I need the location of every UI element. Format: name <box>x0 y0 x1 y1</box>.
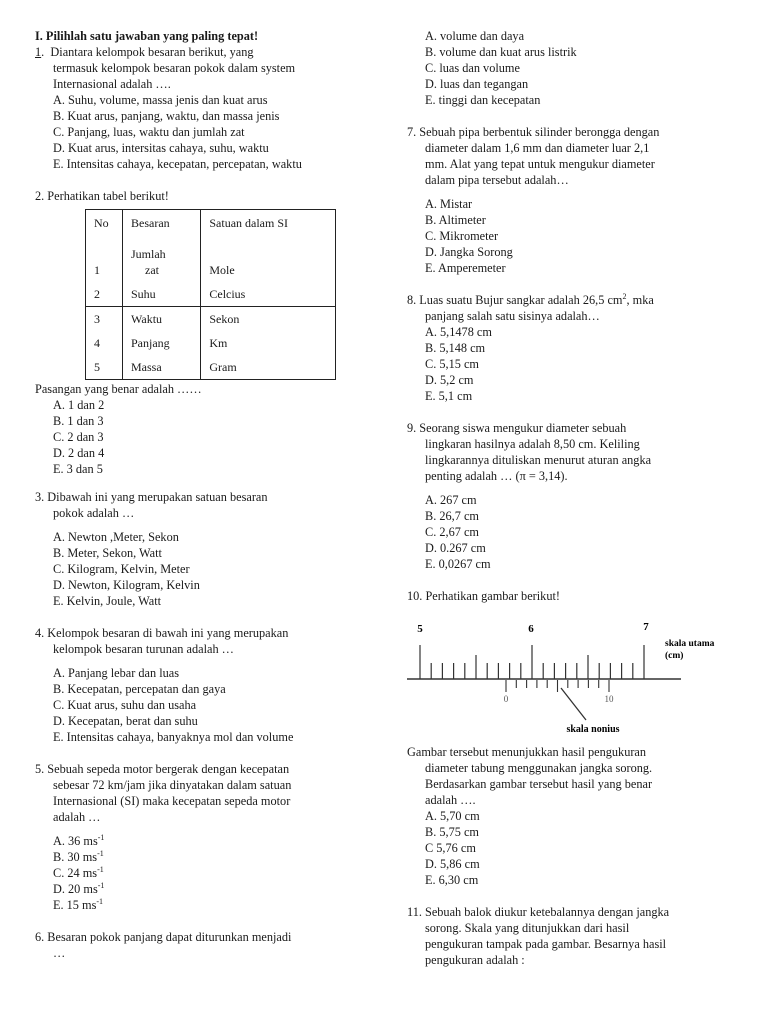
option-a[interactable]: A. 5,1478 cm <box>425 325 492 339</box>
option-e[interactable]: E. Kelvin, Joule, Watt <box>53 594 162 608</box>
table-cell: 1 <box>86 236 123 282</box>
question-stem: 10. Perhatikan gambar berikut! <box>407 589 560 603</box>
table-header: Satuan dalam SI <box>201 210 336 237</box>
question-stem: adalah …. <box>425 793 476 807</box>
option-d[interactable]: D. luas dan tegangan <box>425 77 529 91</box>
option-d[interactable]: D. 20 $ms^{-1}$ <box>53 880 105 896</box>
main-scale-title: (cm) <box>665 651 684 661</box>
option-c[interactable]: C. Mikrometer <box>425 229 499 243</box>
table-cell: Gram <box>201 355 336 380</box>
question-stem: 3. Dibawah ini yang merupakan satuan besaran <box>35 490 268 504</box>
question-stem: penting adalah … (π = 3,14). <box>425 469 568 483</box>
option-b[interactable]: B. Meter, Sekon, Watt <box>53 546 162 560</box>
option-a[interactable]: A. volume dan daya <box>425 29 525 43</box>
option-e[interactable]: E. 6,30 cm <box>425 873 479 887</box>
vernier-title: skala nonius <box>566 724 620 735</box>
question-stem: 6. Besaran pokok panjang dapat diturunkan menjadi <box>35 930 292 944</box>
question-stem: 9. Seorang siswa mengukur diameter sebuah <box>407 421 627 435</box>
option-e[interactable]: E. Intensitas cahaya, kecepatan, percepatan, waktu <box>53 157 302 171</box>
question-stem: pengukuran tampak pada gambar. Besarnya hasil <box>425 937 667 951</box>
option-b[interactable]: B. 30 $ms^{-1}$ <box>53 848 104 864</box>
question-stem: mm. Alat yang tepat untuk mengukur diameter <box>425 157 655 171</box>
table-cell: Suhu <box>131 287 156 301</box>
table-cell: Celcius <box>201 282 336 307</box>
option-a[interactable]: A. Newton ,Meter, Sekon <box>53 530 179 544</box>
question-stem: sebesar 72 km/jam jika dinyatakan dalam satuan <box>53 778 292 792</box>
option-c[interactable]: C. 24 $ms^{-1}$ <box>53 864 104 880</box>
question-stem: Gambar tersebut menunjukkan hasil pengukuran <box>407 745 647 759</box>
question-stem: … <box>53 946 66 960</box>
vernier-label: 10 <box>604 694 614 704</box>
option-a[interactable]: A. Panjang lebar dan luas <box>53 666 180 680</box>
option-e[interactable]: E. 5,1 cm <box>425 389 473 403</box>
option-c[interactable]: C. 2,67 cm <box>425 525 479 539</box>
question-stem: Diantara kelompok besaran berikut, yang <box>50 45 254 59</box>
si-table <box>85 209 336 380</box>
table-header: No <box>86 210 123 237</box>
option-a[interactable]: A. 1 dan 2 <box>53 398 105 412</box>
question-stem: diameter tabung menggunakan jangka sorong. <box>425 761 653 775</box>
question-1: 1. Diantara kelompok besaran berikut, yang termasuk kelompok besaran pokok dalam system Internasional adalah …. A. Suhu, volume, massa jenis dan kuat arus B. Kuat arus, panjang, waktu, dan massa jenis C. Panjang, luas, waktu dan jumlah zat D. Kuat arus, intersitas cahaya, suhu, waktu E. Intensitas cahaya, kecepatan, percepatan, waktu <box>35 44 365 172</box>
question-stem: 8. Luas suatu Bujur sangkar adalah 26,5 $cm^2$, mka <box>407 291 654 307</box>
question-stem: Internasional adalah …. <box>53 77 171 91</box>
question-stem: termasuk kelompok besaran pokok dalam system <box>53 61 296 75</box>
option-b[interactable]: B. 1 dan 3 <box>53 414 104 428</box>
pointer-arrow <box>561 688 586 720</box>
question-6-options <box>407 28 737 108</box>
question-3 <box>35 489 365 609</box>
question-stem: lingkaran hasilnya adalah 8,50 cm. Keliling <box>425 437 640 451</box>
option-e[interactable]: E. 15 $ms^{-1}$ <box>53 896 104 912</box>
main-scale-title: skala utama <box>665 639 715 649</box>
option-e[interactable]: E. Intensitas cahaya, banyaknya mol dan volume <box>53 730 294 744</box>
main-scale-label: 5 <box>417 623 423 635</box>
table-cell: Panjang <box>131 336 170 350</box>
table-cell: 2 <box>86 282 123 307</box>
question-stem: Berdasarkan gambar tersebut hasil yang benar <box>425 777 653 791</box>
option-e[interactable]: E. 3 dan 5 <box>53 462 103 476</box>
question-stem: Pasangan yang benar adalah …… <box>35 382 202 396</box>
table-header: Besaran <box>131 216 170 230</box>
table-cell: Massa <box>131 360 162 374</box>
option-c[interactable]: C. Kuat arus, suhu dan usaha <box>53 698 197 712</box>
option-d[interactable]: D. 2 dan 4 <box>53 446 105 460</box>
option-b[interactable]: B. 5,75 cm <box>425 825 479 839</box>
question-stem: adalah … <box>53 810 101 824</box>
option-b[interactable]: B. Altimeter <box>425 213 486 227</box>
option-d[interactable]: D. Jangka Sorong <box>425 245 513 259</box>
main-scale-label: 7 <box>643 621 649 633</box>
question-7 <box>407 124 737 276</box>
table-cell: 5 <box>86 355 123 380</box>
option-c[interactable]: C. Panjang, luas, waktu dan jumlah zat <box>53 125 245 139</box>
option-e[interactable]: E. Amperemeter <box>425 261 506 275</box>
table-cell: 4 <box>86 331 123 355</box>
question-11 <box>407 904 737 968</box>
option-a[interactable]: A. Suhu, volume, massa jenis dan kuat arus <box>53 93 268 107</box>
question-stem: 7. Sebuah pipa berbentuk silinder berongga dengan <box>407 125 660 139</box>
table-cell: Sekon <box>201 307 336 332</box>
option-e[interactable]: E. 0,0267 cm <box>425 557 491 571</box>
option-a[interactable]: A. 36 $ms^{-1}$ <box>53 832 105 848</box>
table-cell: Km <box>201 331 336 355</box>
option-d[interactable]: D. Kecepatan, berat dan suhu <box>53 714 198 728</box>
question-stem: 5. Sebuah sepeda motor bergerak dengan kecepatan <box>35 762 290 776</box>
option-c[interactable]: C. 5,15 cm <box>425 357 479 371</box>
option-a[interactable]: A. Mistar <box>425 197 473 211</box>
question-stem: 4. Kelompok besaran di bawah ini yang merupakan <box>35 626 289 640</box>
option-c[interactable]: C. luas dan volume <box>425 61 520 75</box>
table-cell: 3 <box>86 307 123 332</box>
question-5 <box>35 761 365 913</box>
option-a[interactable]: A. 267 cm <box>425 493 477 507</box>
vernier-caliper-figure <box>399 612 749 742</box>
question-9 <box>407 420 737 572</box>
question-10 <box>407 588 737 888</box>
question-stem: panjang salah satu sisinya adalah… <box>425 309 600 323</box>
option-d[interactable]: D. 5,2 cm <box>425 373 474 387</box>
option-a[interactable]: A. 5,70 cm <box>425 809 480 823</box>
option-b[interactable]: B. volume dan kuat arus listrik <box>425 45 577 59</box>
option-c[interactable]: C. Kilogram, Kelvin, Meter <box>53 562 190 576</box>
option-c[interactable]: C. 2 dan 3 <box>53 430 104 444</box>
table-cell: Waktu <box>123 307 201 332</box>
question-4 <box>35 625 365 745</box>
question-stem: 11. Sebuah balok diukur ketebalannya dengan jangka <box>407 905 670 919</box>
option-b[interactable]: B. 26,7 cm <box>425 509 479 523</box>
option-d[interactable]: D. 0.267 cm <box>425 541 486 555</box>
question-stem: kelompok besaran turunan adalah … <box>53 642 234 656</box>
option-d[interactable]: D. 5,86 cm <box>425 857 480 871</box>
option-c[interactable]: C 5,76 cm <box>425 841 476 855</box>
option-d[interactable]: D. Kuat arus, intersitas cahaya, suhu, waktu <box>53 141 269 155</box>
question-number: 1 <box>35 45 42 59</box>
main-scale-label: 6 <box>528 623 534 635</box>
question-stem: Internasional (SI) maka kecepatan sepeda motor <box>53 794 291 808</box>
question-stem: dalam pipa tersebut adalah… <box>425 173 569 187</box>
option-b[interactable]: B. Kuat arus, panjang, waktu, dan massa jenis <box>53 109 280 123</box>
option-b[interactable]: B. 5,148 cm <box>425 341 486 355</box>
right-column <box>407 28 737 984</box>
question-stem: 2. Perhatikan tabel berikut! <box>35 189 169 203</box>
table-cell: Jumlah zat <box>131 247 166 277</box>
option-d[interactable]: D. Newton, Kilogram, Kelvin <box>53 578 200 592</box>
question-8 <box>407 292 737 404</box>
question-stem: lingkarannya dituliskan menurut aturan angka <box>425 453 652 467</box>
option-b[interactable]: B. Kecepatan, percepatan dan gaya <box>53 682 226 696</box>
question-stem: sorong. Skala yang ditunjukkan dari hasil <box>425 921 630 935</box>
question-stem: diameter dalam 1,6 mm dan diameter luar 2,1 <box>425 141 650 155</box>
question-stem: pengukuran adalah : <box>425 953 525 967</box>
left-column <box>35 28 365 977</box>
vernier-label: 0 <box>503 694 509 704</box>
question-2 <box>35 188 365 477</box>
question-6 <box>35 929 365 961</box>
table-cell: Mole <box>201 236 336 282</box>
question-stem: pokok adalah … <box>53 506 135 520</box>
section-title: I. Pilihlah satu jawaban yang paling tepat! <box>35 29 259 43</box>
option-e[interactable]: E. tinggi dan kecepatan <box>425 93 541 107</box>
